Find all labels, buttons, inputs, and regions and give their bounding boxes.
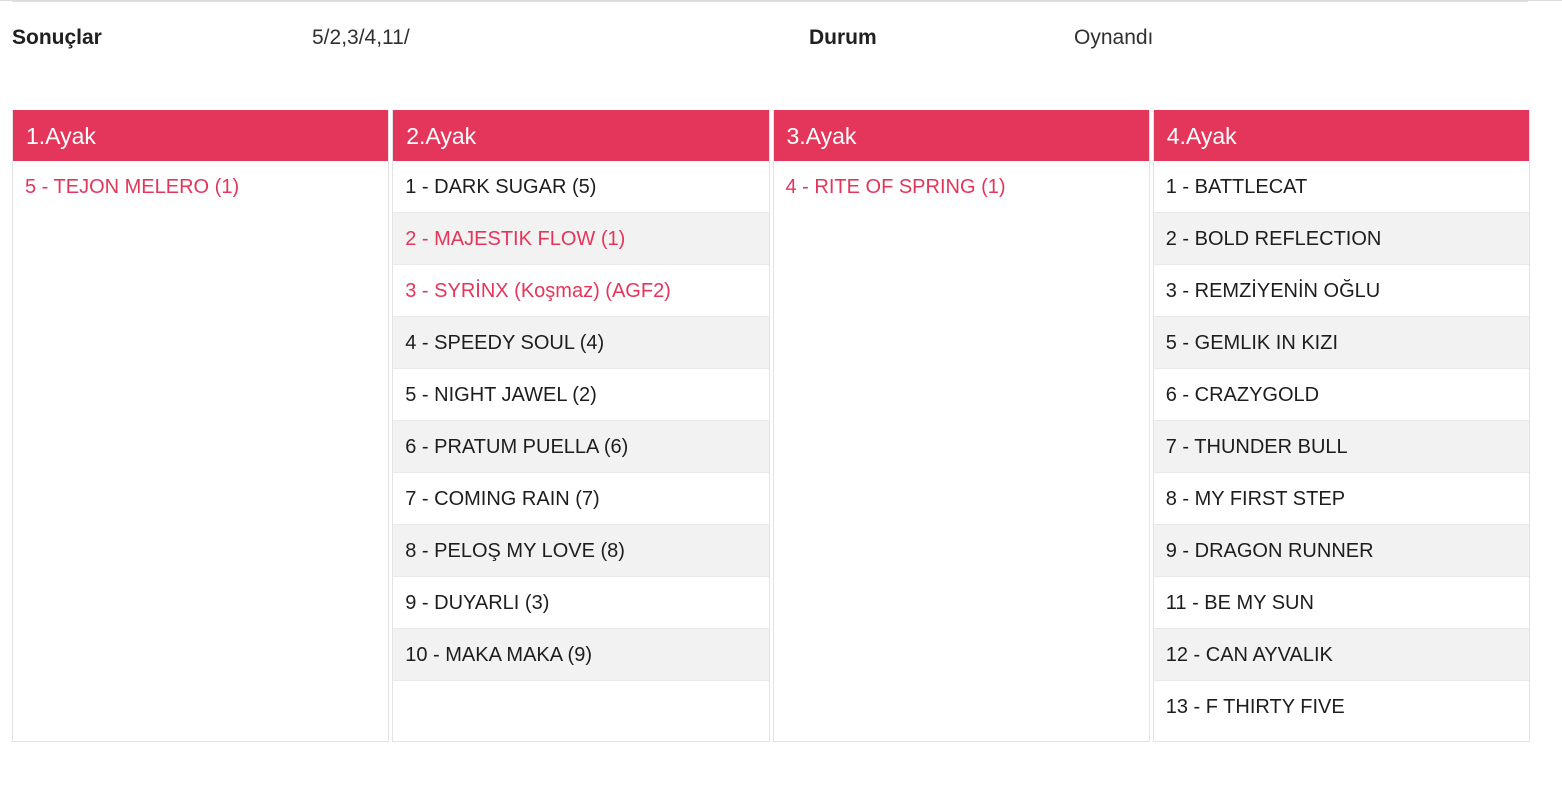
leg-column bbox=[12, 110, 389, 742]
horse-row[interactable] bbox=[393, 681, 768, 733]
horse-row[interactable]: 13 - F THIRTY FIVE bbox=[1165, 696, 1345, 718]
horse-row[interactable]: 6 - PRATUM PUELLA (6) bbox=[393, 421, 768, 473]
leg-horse-list bbox=[1154, 161, 1529, 741]
leg-horse-list bbox=[393, 161, 768, 741]
horse-row[interactable]: 2 - MAJESTIK FLOW (1) bbox=[393, 213, 768, 265]
horse-row[interactable]: 3 - SYRİNX (Koşmaz) (AGF2) bbox=[393, 265, 768, 317]
race-summary-strip bbox=[0, 0, 1562, 90]
horse-row[interactable]: 6 - CRAZYGOLD bbox=[1154, 369, 1529, 421]
leg-header: 1.Ayak bbox=[13, 110, 388, 161]
horse-row[interactable]: 12 - CAN AYVALIK bbox=[1154, 629, 1529, 681]
horse-row[interactable]: 4 - RITE OF SPRING (1) bbox=[785, 176, 1006, 198]
horse-row[interactable]: 4 - SPEEDY SOUL (4) bbox=[393, 317, 768, 369]
results-value: 5/2,3/4,11/ bbox=[312, 26, 410, 49]
horse-row[interactable]: 3 - REMZİYENİN OĞLU bbox=[1154, 265, 1529, 317]
horse-row[interactable]: 1 - DARK SUGAR (5) bbox=[393, 161, 768, 213]
horse-row[interactable]: 8 - PELOŞ MY LOVE (8) bbox=[393, 525, 768, 577]
horse-row[interactable]: 9 - DUYARLI (3) bbox=[393, 577, 768, 629]
leg-column bbox=[773, 110, 1150, 742]
leg-horse-list bbox=[13, 161, 388, 741]
horse-row[interactable]: 7 - COMING RAIN (7) bbox=[393, 473, 768, 525]
leg-header: 3.Ayak bbox=[774, 110, 1149, 161]
results-label: Sonuçlar bbox=[12, 26, 102, 49]
horse-row[interactable]: 2 - BOLD REFLECTION bbox=[1154, 213, 1529, 265]
status-label: Durum bbox=[809, 26, 877, 49]
horse-row[interactable]: 5 - TEJON MELERO (1) bbox=[25, 176, 240, 198]
horse-row[interactable]: 1 - BATTLECAT bbox=[1154, 161, 1529, 213]
leg-header: 2.Ayak bbox=[393, 110, 768, 161]
summary-row bbox=[12, 23, 1528, 71]
horse-row[interactable]: 5 - NIGHT JAWEL (2) bbox=[393, 369, 768, 421]
horse-row[interactable]: 5 - GEMLIK IN KIZI bbox=[1154, 317, 1529, 369]
horse-row[interactable]: 11 - BE MY SUN bbox=[1154, 577, 1529, 629]
leg-column bbox=[392, 110, 769, 742]
horse-row[interactable]: 10 - MAKA MAKA (9) bbox=[393, 629, 768, 681]
top-divider bbox=[12, 1, 1528, 2]
horse-row[interactable]: 9 - DRAGON RUNNER bbox=[1154, 525, 1529, 577]
status-value: Oynandı bbox=[1074, 26, 1154, 49]
horse-row[interactable]: 7 - THUNDER BULL bbox=[1154, 421, 1529, 473]
leg-column bbox=[1153, 110, 1530, 742]
horse-row[interactable]: 8 - MY FIRST STEP bbox=[1154, 473, 1529, 525]
leg-header: 4.Ayak bbox=[1154, 110, 1529, 161]
legs-container bbox=[12, 110, 1530, 742]
leg-horse-list bbox=[774, 161, 1149, 741]
